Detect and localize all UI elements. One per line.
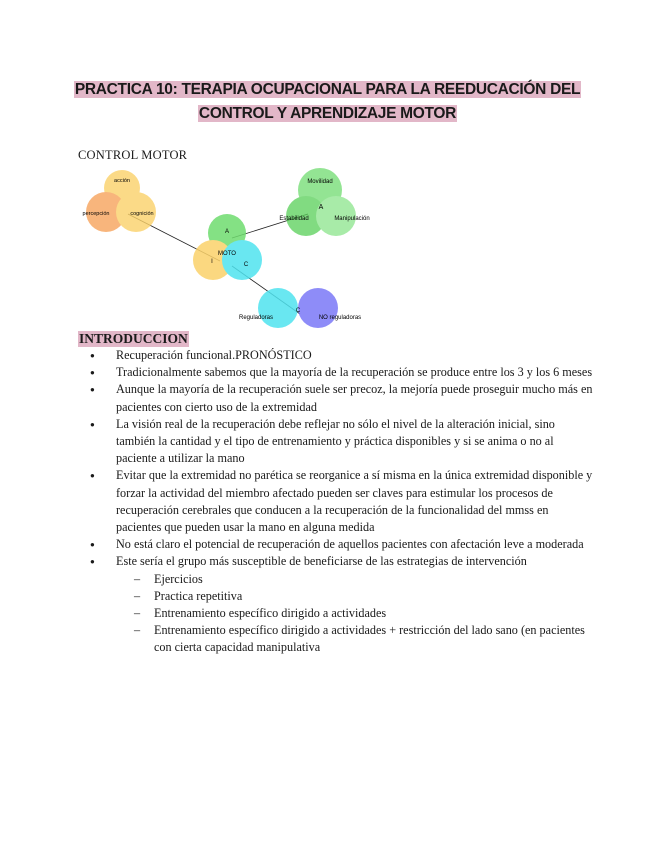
label-mid-c: C	[243, 262, 249, 268]
label-mid-a: A	[224, 229, 230, 235]
list-item: ● Recuperación funcional.PRONÓSTICO	[78, 347, 593, 364]
list-item-with-sublist	[78, 553, 593, 656]
list-item: ● Aunque la mayoría de la recuperación suele ser precoz, la mejoría puede proseguir mucho más en pacientes con cierto uso de la extremidad	[78, 381, 593, 415]
sub-list	[116, 571, 593, 657]
list-item-text: Este sería el grupo más susceptible de beneficiarse de las estrategias de intervención	[116, 554, 527, 569]
title-line-1: PRACTICA 10: TERAPIA OCUPACIONAL PARA LA REEDUCACIÓN DEL	[74, 81, 581, 98]
label-movilidad: Movilidad	[307, 179, 333, 185]
sub-list-item: – Ejercicios	[116, 571, 593, 588]
control-motor-diagram	[70, 166, 380, 328]
label-mid-i: I	[211, 259, 213, 265]
label-right-a: A	[318, 204, 324, 211]
venn-circle-mid-c	[222, 240, 262, 280]
page-title	[60, 78, 595, 126]
bullet-list	[78, 347, 593, 657]
list-item: ● Evitar que la extremidad no parética se reorganice a sí misma en la única extremidad disponible y forzar la actividad del miembro afectado pueden ser claves para estimular los procesos de recuperación cerebrales que conducen a la recuperación de la funcionalidad del mmss en pacientes que pueden usar la mano en alguna medida	[78, 467, 593, 536]
label-cognicion: cognición	[130, 211, 154, 217]
label-no-reguladoras: NO reguladoras	[318, 315, 362, 321]
list-item: ● La visión real de la recuperación debe reflejar no sólo el nivel de la alteración inicial, sino también la cantidad y el tipo de entrenamiento y práctica disponibles y si se anima o no al paciente a utilizar la mano	[78, 416, 593, 468]
label-moto: MOTO	[218, 251, 236, 257]
section-title-introduccion: INTRODUCCION	[79, 331, 188, 346]
list-item: ● Tradicionalmente sabemos que la mayoría de la recuperación se produce entre los 3 y los 6 meses	[78, 364, 593, 381]
label-accion: acción	[114, 178, 130, 184]
sub-list-item: – Practica repetitiva	[116, 588, 593, 605]
list-item: ● No está claro el potencial de recuperación de aquellos pacientes con afectación leve a moderada	[78, 536, 593, 553]
label-percepcion: percepción	[82, 211, 110, 217]
venn-circle-reguladoras	[258, 288, 298, 328]
sub-list-item: – Entrenamiento específico dirigido a actividades + restricción del lado sano (en pacientes con cierta capacidad manipulativa	[116, 622, 593, 656]
subtitle: CONTROL MOTOR	[78, 148, 188, 162]
label-reguladoras: Reguladoras	[238, 315, 274, 321]
label-manipulacion: Manipulación	[334, 216, 370, 222]
sub-list-item: – Entrenamiento específico dirigido a actividades	[116, 605, 593, 622]
title-line-2: CONTROL Y APRENDIZAJE MOTOR	[198, 105, 457, 122]
label-estabilidad: Estabilidad	[279, 216, 309, 222]
venn-circle-no-reguladoras	[295, 288, 338, 328]
label-bottom-c: C	[295, 308, 301, 314]
